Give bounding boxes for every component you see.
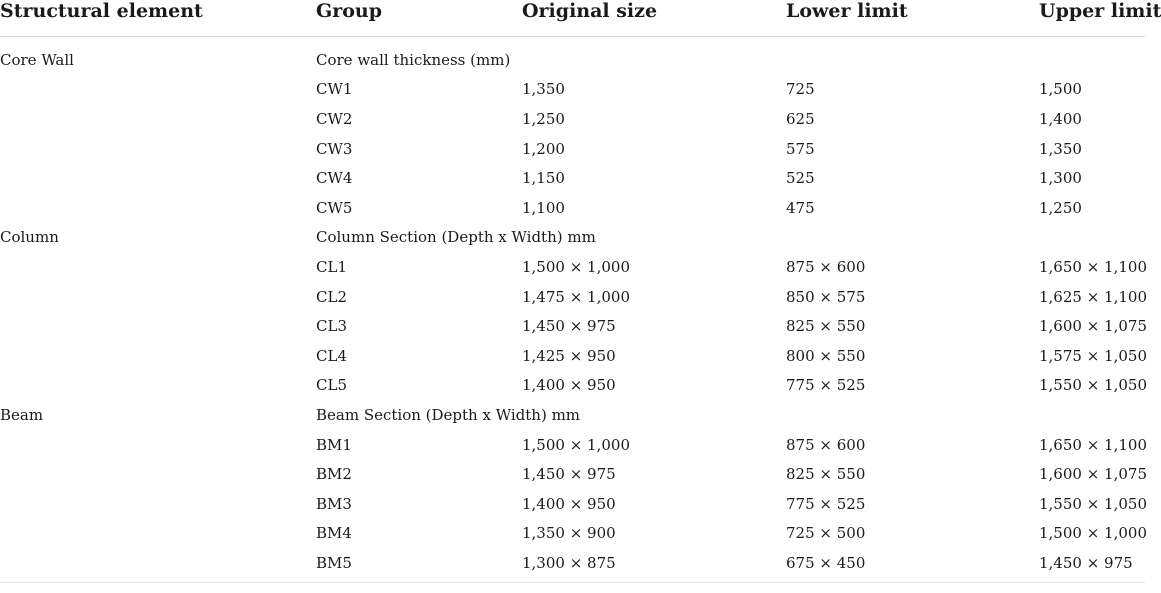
cell-structural-element [0,489,316,519]
cell-upper-limit: 1,250 [1039,198,1082,217]
cell-lower-limit: 675 × 450 [786,548,1039,582]
cell-lower-limit [786,400,1039,430]
cell-group: BM4 [316,524,352,543]
cell-upper-limit: 1,300 [1039,169,1082,188]
cell-group: BM1 [316,435,352,454]
table-row [0,75,1145,105]
cell-lower-limit: 725 [786,80,815,99]
cell-upper-limit: 1,500 [1039,80,1082,99]
cell-original-size: 1,500 × 1,000 [522,435,630,454]
cell-original-size: 1,450 × 975 [522,317,616,336]
cell-original-size: 1,150 [522,169,565,188]
cell-upper-limit: 1,600 × 1,075 [1039,317,1147,336]
cell-structural-element [0,163,316,193]
cell-lower-limit: 850 × 575 [786,287,866,306]
table-row [0,489,1145,519]
table-row [0,430,1145,460]
cell-lower-limit: 800 × 550 [786,346,866,365]
cell-upper-limit: 1,450 × 975 [1039,548,1145,582]
cell-upper-limit: 1,600 × 1,075 [1039,465,1147,484]
cell-lower-limit: 475 [786,198,815,217]
cell-original-size: 1,400 × 950 [522,376,616,395]
cell-original-size: 1,425 × 950 [522,346,616,365]
cell-structural-element [0,430,316,460]
cell-upper-limit: 1,400 [1039,109,1082,128]
cell-lower-limit: 875 × 600 [786,435,866,454]
cell-structural-element [0,311,316,341]
table-row [0,341,1145,371]
cell-original-size: 1,450 × 975 [522,465,616,484]
cell-lower-limit [786,37,1039,75]
section-row [0,223,1145,253]
section-row [0,37,1145,75]
cell-group: CW5 [316,198,353,217]
section-row [0,400,1145,430]
table-body [0,37,1145,583]
cell-original-size: 1,100 [522,198,565,217]
header-group: Group [316,0,522,37]
table-row [0,311,1145,341]
cell-structural-element [0,459,316,489]
cell-lower-limit: 825 × 550 [786,465,866,484]
cell-lower-limit: 775 × 525 [786,376,866,395]
cell-structural-element: Column [0,228,59,247]
cell-group: CL1 [316,257,347,276]
cell-structural-element [0,193,316,223]
header-original-size: Original size [522,0,786,37]
cell-structural-element [0,104,316,134]
cell-group: CW4 [316,169,353,188]
cell-upper-limit: 1,550 × 1,050 [1039,376,1147,395]
cell-structural-element [0,134,316,164]
cell-structural-element [0,371,316,401]
cell-original-size [522,37,786,75]
cell-lower-limit: 875 × 600 [786,257,866,276]
cell-lower-limit [786,223,1039,253]
cell-group: CL3 [316,317,347,336]
cell-original-size: 1,250 [522,109,565,128]
cell-original-size: 1,200 [522,139,565,158]
cell-upper-limit [1039,223,1145,253]
cell-structural-element [0,252,316,282]
cell-group: BM3 [316,494,352,513]
table-row [0,282,1145,312]
cell-group: Beam Section (Depth x Width) mm [316,405,581,424]
cell-lower-limit: 525 [786,169,815,188]
cell-group: BM2 [316,465,352,484]
cell-lower-limit: 825 × 550 [786,317,866,336]
table-row [0,104,1145,134]
cell-upper-limit: 1,625 × 1,100 [1039,287,1147,306]
cell-original-size: 1,400 × 950 [522,494,616,513]
table-row [0,193,1145,223]
cell-lower-limit: 725 × 500 [786,524,866,543]
cell-upper-limit: 1,350 [1039,139,1082,158]
cell-structural-element: Beam [0,405,44,424]
table-row [0,548,1145,582]
table-row [0,134,1145,164]
cell-group: CW1 [316,80,353,99]
cell-lower-limit: 625 [786,109,815,128]
cell-structural-element [0,75,316,105]
cell-upper-limit [1039,400,1145,430]
cell-original-size: 1,350 × 900 [522,524,616,543]
cell-original-size: 1,500 × 1,000 [522,257,630,276]
cell-upper-limit [1039,37,1145,75]
header-structural-element: Structural element [0,0,316,37]
cell-structural-element [0,341,316,371]
cell-structural-element [0,519,316,549]
cell-group: CW3 [316,139,353,158]
cell-group: CL2 [316,287,347,306]
cell-group: Column Section (Depth x Width) mm [316,228,596,247]
table-row [0,371,1145,401]
cell-group: Core wall thickness (mm) [316,50,511,69]
cell-group: BM5 [316,548,522,582]
cell-structural-element [0,548,316,582]
cell-structural-element [0,282,316,312]
cell-group: CL5 [316,376,347,395]
cell-group: CW2 [316,109,353,128]
table-row [0,459,1145,489]
header-lower-limit: Lower limit [786,0,1039,37]
cell-upper-limit: 1,500 × 1,000 [1039,524,1147,543]
cell-upper-limit: 1,650 × 1,100 [1039,435,1147,454]
cell-original-size: 1,350 [522,80,565,99]
cell-original-size: 1,300 × 875 [522,548,786,582]
table-row [0,163,1145,193]
cell-original-size: 1,475 × 1,000 [522,287,630,306]
cell-upper-limit: 1,575 × 1,050 [1039,346,1147,365]
table-row [0,519,1145,549]
cell-structural-element: Core Wall [0,50,74,69]
cell-lower-limit: 575 [786,139,815,158]
header-row [0,0,1145,37]
table-row [0,252,1145,282]
cell-group: CL4 [316,346,347,365]
table-header [0,0,1161,37]
cell-lower-limit: 775 × 525 [786,494,866,513]
header-upper-limit: Upper limit [1039,0,1145,37]
cell-upper-limit: 1,650 × 1,100 [1039,257,1147,276]
cell-upper-limit: 1,550 × 1,050 [1039,494,1147,513]
